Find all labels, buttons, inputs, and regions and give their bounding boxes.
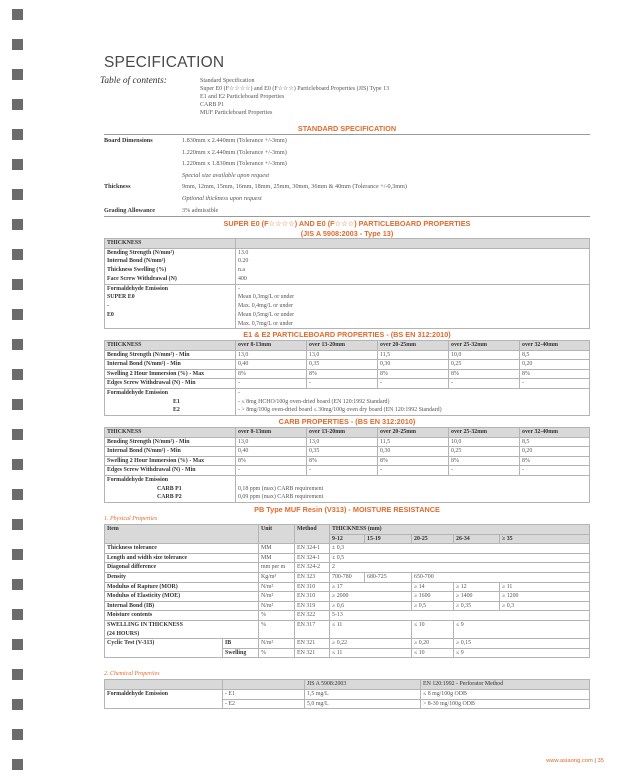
cell: 0,18 ppm (max) CARB requirement [236,485,590,494]
muf-chemical-table [104,679,590,709]
cell: 0,09 ppm (max) CARB requirement [236,493,590,502]
cell [236,476,590,485]
cell: 8% [520,369,590,379]
row-label: Edges Screw Withdrawal (N) - Min [105,379,236,389]
cell: 8% [236,456,307,466]
table-row [105,620,590,638]
row-label: Thickness [104,183,131,191]
row-label [104,170,182,182]
cell: % [259,620,295,638]
header-cell: over 13-20mm [307,428,378,438]
table-row [105,689,590,699]
cell: - E1 [223,689,305,699]
cell: EN 324-2 [295,563,330,573]
cell: 8% [307,456,378,466]
sidebar-square [12,129,23,140]
cell: ≤ 10 [412,620,454,638]
row-label: Internal Bond (N/mm²) - Min [105,447,236,457]
sidebar-square [12,759,23,770]
cell: ≥ 0,15 [454,639,590,649]
table-row [105,485,590,494]
cell: N/m² [259,592,295,602]
cell: ≥ 17 [330,582,412,592]
cell: 1,5 mg/L [305,689,421,699]
e1e2-table [104,340,590,416]
header-cell: 26-34 [454,534,500,544]
header-cell [105,680,223,690]
cell: - ≤ 8mg HCHO/100g oven-dried board (EN 120:1992 Standard) [236,398,590,407]
sidebar-decoration [0,0,46,780]
cell: 680-725 [365,572,412,582]
cell: ≥ 0,3 [500,601,590,611]
cell: 0,30 [378,360,449,370]
cell: ≤ 11 [330,648,412,658]
toc-item[interactable]: MUF Particleboard Properties [200,110,273,117]
header-cell: Method [295,525,330,544]
row-value: Max. 0,4mg/L or under [236,302,590,311]
cell: Kg/m³ [259,572,295,582]
row-sublabel: IB [223,639,259,649]
cell: 8,5 [520,350,590,360]
cell: - [307,466,378,476]
carb-title: CARB PROPERTIES - (BS EN 312:2010) [278,417,416,427]
standard-spec-table [104,134,590,217]
header-cell: THICKNESS [105,341,236,351]
row-label [105,620,259,638]
chemical-properties-title: 2. Chemical Properties [104,671,160,678]
table-row [105,563,590,573]
header-cell: EN 120:1992 - Perforator Method [421,680,590,690]
table-row [104,205,590,217]
cell: - [378,379,449,389]
cell [105,648,223,658]
row-value: 1.830mm x 2.440mm (Tolerance +/-3mm) [182,137,287,144]
jis-title: SUPER E0 (F☆☆☆☆) AND E0 (F☆☆☆) PARTICLEBOARD PROPERTIES [223,219,471,229]
cell: 13,0 [236,350,307,360]
table-row [105,611,590,621]
header-cell [223,680,305,690]
cell: EN 317 [295,620,330,638]
table-row [105,293,590,302]
cell: N/m² [259,601,295,611]
row-label: E0 [105,311,236,320]
cell: EN 322 [295,611,330,621]
cell: ≥ 0,22 [330,639,412,649]
row-label: Thickness Swelling (%) [105,266,236,275]
cell: > 8-30 mg/100g ODB [421,699,590,709]
cell: 13,0 [307,350,378,360]
cell: - [307,379,378,389]
row-sublabel: Swelling [223,648,259,658]
row-value: 13.0 [236,248,590,257]
physical-properties-title: 1. Physical Properties [104,516,158,523]
header-cell: over 20-25mm [378,428,449,438]
swelling-label-sub: (24 HOURS) [107,630,140,637]
table-header [105,525,590,535]
row-label: Internal Bond (N/mm²) [105,257,236,266]
header-cell: over 8-13mm [236,341,307,351]
cell: 13,0 [236,437,307,447]
header-cell: over 8-13mm [236,428,307,438]
cell: ≥ 12 [454,582,500,592]
row-label [104,147,182,159]
header-cell [236,239,590,249]
header-cell: over 25-32mm [449,428,520,438]
cell: N/m² [259,639,295,649]
cell: ≥ 14 [412,582,454,592]
table-header [105,341,590,351]
table-row [105,447,590,457]
cell: 13,0 [307,437,378,447]
cell: 2 [330,563,590,573]
row-value: 400 [236,275,590,284]
row-label: Modulus of Elasticity (MOE) [105,592,259,602]
row-label: Internal Bond (N/mm²) - Min [105,360,236,370]
sidebar-square [12,669,23,680]
row-label: Modulus of Rapture (MOR) [105,582,259,592]
cell: EN 310 [295,592,330,602]
cell: EN 319 [295,601,330,611]
cell: ≤ 11 [330,620,412,638]
table-row [104,147,590,159]
table-row [105,360,590,370]
cell: - E2 [223,699,305,709]
sidebar-square [12,309,23,320]
row-label: Formaldehyde Emission [105,689,223,699]
cell: 8% [378,369,449,379]
header-cell: Item [105,525,259,544]
row-value: Mean 0,5mg/L or under [236,311,590,320]
row-label: CARB P1 [105,485,236,494]
cell: 11,5 [378,437,449,447]
cell: EN 323 [295,572,330,582]
row-label: Formaldehyde Emission [105,389,236,398]
table-row [105,389,590,398]
row-label [104,158,182,170]
toc-item[interactable]: Standard Specification [200,78,255,84]
header-cell: 15-19 [365,534,412,544]
header-cell: 20-25 [412,534,454,544]
row-label [105,320,236,329]
row-value: n.a [236,266,590,275]
muf-title: PB Type MUF Resin (V313) - MOISTURE RESISTANCE [254,505,440,515]
cell: - [449,466,520,476]
row-value: 1.220mm x 1.830mm (Tolerance +/-3mm) [182,160,287,168]
cell: 0,30 [378,447,449,457]
table-row [104,158,590,170]
cell: 650-700 [412,572,590,582]
sidebar-square [12,369,23,380]
table-row [104,181,590,193]
row-label: Diagonal difference [105,563,259,573]
cell: - [520,379,590,389]
header-cell: THICKNESS (mm) [330,525,590,535]
table-row [105,406,590,415]
cell: ≤ 8 mg/100g ODB [421,689,590,699]
row-label: Bending Strength (N/mm²) - Min [105,437,236,447]
sidebar-square [12,159,23,170]
row-label: Density [105,572,259,582]
muf-physical-table [104,524,590,658]
jis-subtitle: (JIS A 5908:2003 - Type 13) [300,229,394,239]
row-label: Face Screw Withdrawal (N) [105,275,236,284]
sidebar-square [12,729,23,740]
page-title: SPECIFICATION [104,54,225,71]
cell: ≥ 0,20 [412,639,454,649]
table-row [105,456,590,466]
row-value: 9mm, 12mm, 15mm, 16mm, 18mm, 25mm, 30mm, 36mm & 40mm (Tolerance +/-0,3mm) [182,183,407,191]
table-row [105,398,590,407]
row-label: Bending Strength (N/mm²) [105,248,236,257]
header-cell: ≥ 35 [500,534,590,544]
table-row [105,311,590,320]
sidebar-square [12,99,23,110]
table-of-contents [100,76,590,124]
row-value: - [236,284,590,293]
cell: mm per m [259,563,295,573]
table-row [105,320,590,329]
sidebar-square [12,579,23,590]
footer-separator: | [592,758,598,764]
row-value: 0.20 [236,257,590,266]
row-label: Swelling 2 Hour Immersion (%) - Max [105,369,236,379]
cell: 0,40 [236,360,307,370]
row-label: Internal Bond (IB) [105,601,259,611]
cell: 8% [449,369,520,379]
table-header [105,239,590,249]
cell: 8,5 [520,437,590,447]
table-header [105,428,590,438]
row-label: SUPER E0 [105,293,236,302]
cell: % [259,611,295,621]
cell: - [520,466,590,476]
website-link[interactable]: www.asiaong.com [546,758,593,764]
cell: EN 310 [295,582,330,592]
table-row [105,601,590,611]
cell: - [236,389,590,398]
row-label: Cyclic Test (V-313) [105,639,223,649]
header-cell: over 20-25mm [378,341,449,351]
toc-item[interactable]: CARB P1 [200,102,225,109]
page-content [100,52,590,709]
row-label: E1 [105,398,236,407]
cell: ≥ 11 [500,582,590,592]
sidebar-square [12,39,23,50]
cell: ± 0,3 [330,544,590,554]
sidebar-square [12,69,23,80]
table-row [105,257,590,266]
header-cell: Unit [259,525,295,544]
row-label: - [105,302,236,311]
table-row [105,553,590,563]
page-number: 35 [597,758,604,764]
cell: MM [259,544,295,554]
table-row [105,369,590,379]
cell: ≤ 10 [412,648,454,658]
cell: - [236,466,307,476]
sidebar-square [12,399,23,410]
row-label: Grading Allowance [104,206,156,214]
carb-table [104,427,590,503]
cell: 0,25 [449,447,520,457]
header-cell: over 32-40mm [520,428,590,438]
sidebar-square [12,279,23,290]
sidebar-square [12,459,23,470]
sidebar-square [12,9,23,20]
row-value: Special size available upon request [182,171,270,179]
sidebar-square [12,549,23,560]
row-value: Max. 0,7mg/L or under [236,320,590,329]
cell [105,699,223,709]
table-row [104,193,590,205]
table-row [105,592,590,602]
standard-spec-title: STANDARD SPECIFICATION [297,124,397,133]
table-row [105,476,590,485]
jis-table [104,238,590,329]
header-cell: over 32-40mm [520,341,590,351]
row-label: Formaldehyde Emission [105,476,236,485]
cell: EN 321 [295,648,330,658]
header-cell: over 25-32mm [449,341,520,351]
header-cell: THICKNESS [105,239,236,249]
header-cell: THICKNESS [105,428,236,438]
cell: ≥ 1400 [454,592,500,602]
cell: 8% [449,456,520,466]
cell: 0,40 [236,447,307,457]
sidebar-square [12,219,23,230]
cell: ≥ 0,35 [454,601,500,611]
row-label: E2 [105,406,236,415]
table-row [105,266,590,275]
row-label: Length and width size tolerance [105,553,259,563]
sidebar-square [12,699,23,710]
table-row [105,284,590,293]
cell: MM [259,553,295,563]
cell: ≥ 1200 [500,592,590,602]
cell: 10,0 [449,437,520,447]
sidebar-square [12,489,23,500]
toc-label: Table of contents: [100,76,167,86]
row-label: Board Dimensions [104,137,153,144]
row-label [104,193,182,205]
cell: ≥ 1600 [412,592,454,602]
row-label: Bending Strength (N/mm²) - Min [105,350,236,360]
table-header [105,680,590,690]
table-row [105,544,590,554]
cell: EN 324-1 [295,544,330,554]
row-label: Moisture contents [105,611,259,621]
cell: ≤ 9 [454,620,590,638]
cell: 8% [520,456,590,466]
table-row [105,302,590,311]
cell: 0,35 [307,447,378,457]
header-cell: JIS A 5908:2003 [305,680,421,690]
cell: ≤ 9 [454,648,590,658]
toc-list [200,77,389,117]
cell: 8% [236,369,307,379]
cell: 0,25 [449,360,520,370]
cell: 8% [378,456,449,466]
cell: 0,35 [307,360,378,370]
e1e2-title: E1 & E2 PARTICLEBOARD PROPERTIES - (BS EN 312:2010) [243,330,451,340]
cell: 0,20 [520,360,590,370]
row-label: Edges Screw Withdrawal (N) - Min [105,466,236,476]
swelling-label: SWELLING IN THICKNESS [107,621,183,628]
cell: ± 0,5 [330,553,590,563]
cell: - [449,379,520,389]
sidebar-square [12,519,23,530]
sidebar-square [12,339,23,350]
table-row [105,275,590,284]
table-row [105,582,590,592]
cell: ≥ 0,5 [412,601,454,611]
toc-item[interactable]: Super E0 (F☆☆☆☆) and E0 (F☆☆☆) Particleboard Properties (JIS) Type 13 [200,86,390,93]
cell: ≥ 0,6 [330,601,412,611]
cell: 11,5 [378,350,449,360]
row-value: 3% admissible [182,206,219,214]
sidebar-square [12,189,23,200]
toc-item[interactable]: E1 and E2 Particleboard Properties [200,94,285,101]
table-row [104,135,590,147]
sidebar-square [12,609,23,620]
cell: 10,0 [449,350,520,360]
page-footer [546,758,604,764]
cell: 700-780 [330,572,365,582]
sidebar-square [12,429,23,440]
sidebar-square [12,249,23,260]
row-label: Thickness tolerance [105,544,259,554]
row-value: Mean 0,3mg/L or under [236,293,590,302]
row-label: Swelling 2 Hour Immersion (%) - Max [105,456,236,466]
header-cell: over 13-20mm [307,341,378,351]
table-row [105,699,590,709]
cell: - [236,379,307,389]
cell: EN 324-1 [295,553,330,563]
cell: 5-13 [330,611,590,621]
cell: ≥ 2000 [330,592,412,602]
cell: % [259,648,295,658]
cell: 8% [307,369,378,379]
cell: - [378,466,449,476]
table-row [105,639,590,649]
row-value: 1.220mm x 2.440mm (Tolerance +/-3mm) [182,148,287,156]
table-row [105,350,590,360]
row-value: Optional thickness upon request [182,194,262,202]
cell: 5,0 mg/L [305,699,421,709]
cell: N/m² [259,582,295,592]
table-row [105,379,590,389]
table-row [105,572,590,582]
table-row [105,248,590,257]
header-cell: 9-12 [330,534,365,544]
table-row [105,648,590,658]
table-row [105,466,590,476]
sidebar-square [12,639,23,650]
table-row [105,493,590,502]
cell: - > 8mg/100g oven-dried board ≤ 30mg/100g oven dry board (EN 120:1992 Standard) [236,406,590,415]
cell: 0,20 [520,447,590,457]
table-row [105,437,590,447]
row-label: Formaldehyde Emission [105,284,236,293]
table-row [104,170,590,182]
row-label: CARB P2 [105,493,236,502]
cell: EN 321 [295,639,330,649]
